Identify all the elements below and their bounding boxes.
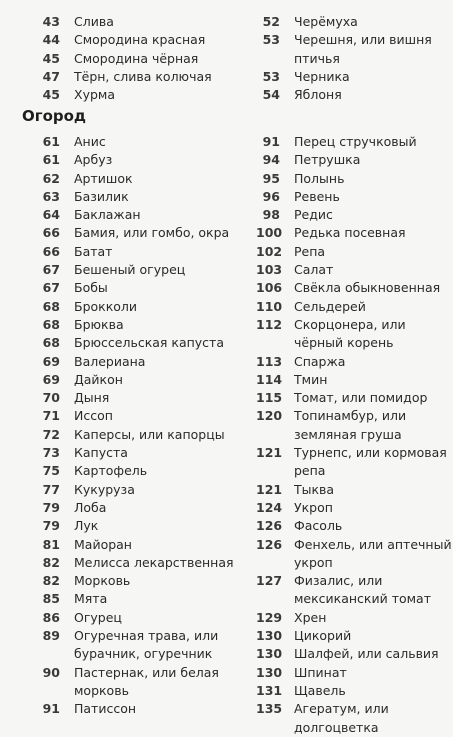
index-entry: [36, 261, 236, 279]
index-entry: [36, 243, 236, 261]
page-number: 67: [42, 262, 60, 278]
index-entry: [36, 664, 236, 701]
index-entry: [36, 298, 236, 316]
index-entry: [36, 50, 236, 68]
entry-title: Арбуз: [74, 152, 113, 168]
entry-title: Полынь: [294, 170, 345, 186]
entry-title: Бобы: [74, 280, 108, 296]
page-number: 43: [42, 14, 60, 29]
entry-title: Огурец: [74, 609, 122, 625]
index-entry: [36, 206, 236, 224]
main-left-list: [36, 133, 236, 719]
index-entry: [36, 536, 236, 554]
page-number: 98: [262, 207, 280, 223]
page-number: 127: [256, 573, 283, 589]
entry-title: Ревень: [294, 188, 340, 204]
index-entry: [36, 86, 236, 104]
page-number: 121: [256, 481, 283, 497]
page-number: 131: [256, 682, 283, 698]
page-number: 103: [256, 262, 283, 278]
entry-title: Пастернак, или белая морковь: [74, 664, 219, 698]
index-entry: [36, 462, 236, 480]
index-entry: [36, 188, 236, 206]
page-number: 62: [42, 170, 60, 186]
page-number: 61: [42, 134, 60, 149]
index-entry: [256, 407, 453, 444]
page-number: 114: [256, 371, 283, 387]
page-number: 52: [262, 14, 280, 29]
index-entry: [256, 279, 453, 297]
index-entry: [36, 389, 236, 407]
entry-title: Черешня, или вишня птичья: [294, 32, 432, 66]
index-entry: [36, 700, 236, 718]
page-number: 77: [42, 481, 60, 497]
index-entry: [36, 609, 236, 627]
entry-title: Турнепс, или кормовая репа: [294, 445, 447, 479]
entry-title: Перец стручковый: [294, 134, 417, 149]
index-entry: [256, 389, 453, 407]
page-number: 135: [256, 701, 283, 717]
entry-title: Валериана: [74, 353, 146, 369]
index-entry: [256, 133, 453, 151]
entry-title: Артишок: [74, 170, 133, 186]
entry-title: Шпинат: [294, 664, 347, 680]
entry-title: Скорцонера, или чёрный корень: [294, 316, 406, 351]
page-number: 94: [262, 152, 280, 168]
page-number: 47: [42, 68, 60, 84]
page-number: 68: [42, 298, 60, 314]
entry-title: Батат: [74, 243, 113, 259]
page-number: 96: [262, 188, 280, 204]
top-left-list: [36, 13, 236, 104]
index-entry: [36, 444, 236, 462]
page-number: 124: [256, 499, 283, 515]
entry-title: Патиссон: [74, 701, 137, 717]
page-number: 73: [42, 445, 60, 461]
page-number: 69: [42, 371, 60, 387]
page-number: 64: [42, 207, 60, 223]
index-entry: [36, 353, 236, 371]
index-entry: [36, 151, 236, 169]
entry-title: Щавель: [294, 682, 346, 698]
index-entry: [36, 481, 236, 499]
page-number: 102: [256, 243, 283, 259]
page-number: 106: [256, 280, 283, 296]
page-number: 113: [256, 353, 283, 369]
entry-title: Спаржа: [294, 353, 346, 369]
page-number: 126: [256, 518, 283, 534]
page-number: 69: [42, 353, 60, 369]
entry-title: Агератум, или долгоцветка: [294, 701, 389, 735]
index-entry: [256, 645, 453, 663]
index-entry: [256, 353, 453, 371]
entry-title: Мята: [74, 591, 108, 607]
page-number: 75: [42, 463, 60, 479]
page-number: 91: [42, 701, 60, 717]
index-entry: [36, 334, 236, 352]
page-number: 130: [256, 646, 283, 662]
entry-title: Хурма: [74, 87, 115, 103]
index-entry: [36, 590, 236, 608]
entry-title: Томат, или помидор: [294, 390, 428, 406]
index-entry: [36, 316, 236, 334]
index-entry: [256, 316, 453, 353]
index-entry: [256, 536, 453, 573]
index-entry: [36, 13, 236, 31]
page-number: 67: [42, 280, 60, 296]
index-entry: [36, 572, 236, 590]
index-entry: [256, 682, 453, 700]
entry-title: Дыня: [74, 390, 110, 406]
index-entry: [36, 426, 236, 444]
index-entry: [256, 371, 453, 389]
entry-title: Капуста: [74, 445, 128, 461]
entry-title: Черёмуха: [294, 14, 358, 29]
page-number: 82: [42, 554, 60, 570]
entry-title: Смородина красная: [74, 32, 206, 48]
index-entry: [36, 31, 236, 49]
entry-title: Петрушка: [294, 152, 361, 168]
page-number: 86: [42, 609, 60, 625]
index-entry: [256, 188, 453, 206]
index-entry: [256, 481, 453, 499]
page-number: 45: [42, 50, 60, 66]
page-number: 121: [256, 445, 283, 461]
index-entry: [36, 133, 236, 151]
entry-title: Мелисса лекарственная: [74, 554, 234, 570]
index-entry: [256, 13, 453, 31]
page-number: 44: [42, 32, 60, 48]
index-entry: [36, 279, 236, 297]
entry-title: Репа: [294, 243, 326, 259]
page-number: 129: [256, 609, 283, 625]
index-entry: [36, 517, 236, 535]
entry-title: Слива: [74, 14, 114, 29]
page-number: 112: [256, 316, 283, 332]
entry-title: Яблоня: [294, 87, 342, 103]
entry-title: Топинамбур, или земляная груша: [294, 408, 407, 442]
entry-title: Иссоп: [74, 408, 113, 424]
page-number: 53: [262, 32, 280, 48]
entry-title: Салат: [294, 262, 334, 278]
entry-title: Укроп: [294, 499, 333, 515]
main-right-list: [256, 133, 453, 737]
page-number: 63: [42, 188, 60, 204]
entry-title: Шалфей, или сальвия: [294, 646, 439, 662]
section-title: Огород: [22, 107, 87, 125]
index-entry: [256, 609, 453, 627]
entry-title: Каперсы, или капорцы: [74, 426, 225, 442]
page-number: 115: [256, 390, 283, 406]
index-entry: [256, 572, 453, 609]
entry-title: Морковь: [74, 573, 131, 589]
page-number: 70: [42, 390, 60, 406]
index-entry: [256, 68, 453, 86]
index-entry: [36, 68, 236, 86]
page-number: 130: [256, 664, 283, 680]
entry-title: Тёрн, слива колючая: [74, 68, 212, 84]
page-number: 68: [42, 335, 60, 351]
page-number: 82: [42, 573, 60, 589]
index-entry: [256, 298, 453, 316]
index-entry: [256, 243, 453, 261]
entry-title: Брокколи: [74, 298, 138, 314]
entry-title: Черника: [294, 68, 350, 84]
entry-title: Баклажан: [74, 207, 141, 223]
entry-title: Картофель: [74, 463, 148, 479]
index-entry: [256, 627, 453, 645]
index-entry: [36, 407, 236, 425]
page-number: 71: [42, 408, 60, 424]
entry-title: Дайкон: [74, 371, 123, 387]
page-number: 100: [256, 225, 283, 241]
entry-title: Сельдерей: [294, 298, 366, 314]
index-entry: [256, 151, 453, 169]
entry-title: Фенхель, или аптечный укроп: [294, 536, 452, 570]
entry-title: Тыква: [294, 481, 335, 497]
entry-title: Хрен: [294, 609, 327, 625]
entry-title: Анис: [74, 134, 106, 149]
entry-title: Тмин: [294, 371, 328, 387]
page-number: 61: [42, 152, 60, 168]
entry-title: Фасоль: [294, 518, 343, 534]
page-number: 89: [42, 628, 60, 644]
entry-title: Брюква: [74, 316, 124, 332]
index-entry: [256, 700, 453, 737]
page-number: 85: [42, 591, 60, 607]
page-number: 68: [42, 316, 60, 332]
index-entry: [256, 499, 453, 517]
page-number: 126: [256, 536, 283, 552]
page-number: 79: [42, 518, 60, 534]
page-number: 130: [256, 628, 283, 644]
page-number: 110: [256, 298, 283, 314]
page-number: 120: [256, 408, 283, 424]
entry-title: Бамия, или гомбо, окра: [74, 225, 230, 241]
index-entry: [36, 554, 236, 572]
entry-title: Лоба: [74, 499, 107, 515]
page-number: 66: [42, 243, 60, 259]
index-entry: [256, 261, 453, 279]
entry-title: Редис: [294, 207, 333, 223]
page-number: 95: [262, 170, 280, 186]
page-number: 66: [42, 225, 60, 241]
page-number: 72: [42, 426, 60, 442]
entry-title: Редька посевная: [294, 225, 406, 241]
index-entry: [256, 444, 453, 481]
page-number: 91: [262, 134, 280, 149]
top-right-list: [256, 13, 453, 104]
entry-title: Майоран: [74, 536, 132, 552]
index-entry: [36, 627, 236, 664]
index-entry: [256, 31, 453, 68]
entry-title: Брюссельская капуста: [74, 335, 224, 351]
index-entry: [256, 517, 453, 535]
index-entry: [256, 224, 453, 242]
index-entry: [256, 86, 453, 104]
entry-title: Бешеный огурец: [74, 262, 186, 278]
entry-title: Лук: [74, 518, 99, 534]
page-number: 79: [42, 499, 60, 515]
entry-title: Свёкла обыкновенная: [294, 280, 441, 296]
index-entry: [256, 206, 453, 224]
entry-title: Цикорий: [294, 628, 352, 644]
page-number: 45: [42, 87, 60, 103]
index-entry: [36, 499, 236, 517]
index-entry: [256, 664, 453, 682]
page-number: 81: [42, 536, 60, 552]
index-entry: [36, 224, 236, 242]
entry-title: Огуречная трава, или бурачник, огуречник: [74, 628, 219, 662]
page-number: 53: [262, 68, 280, 84]
entry-title: Кукуруза: [74, 481, 135, 497]
page-number: 90: [42, 664, 60, 680]
index-entry: [256, 170, 453, 188]
entry-title: Смородина чёрная: [74, 50, 199, 66]
page-number: 54: [262, 87, 280, 103]
entry-title: Физалис, или мексиканский томат: [294, 573, 431, 607]
entry-title: Базилик: [74, 188, 129, 204]
index-entry: [36, 371, 236, 389]
index-entry: [36, 170, 236, 188]
